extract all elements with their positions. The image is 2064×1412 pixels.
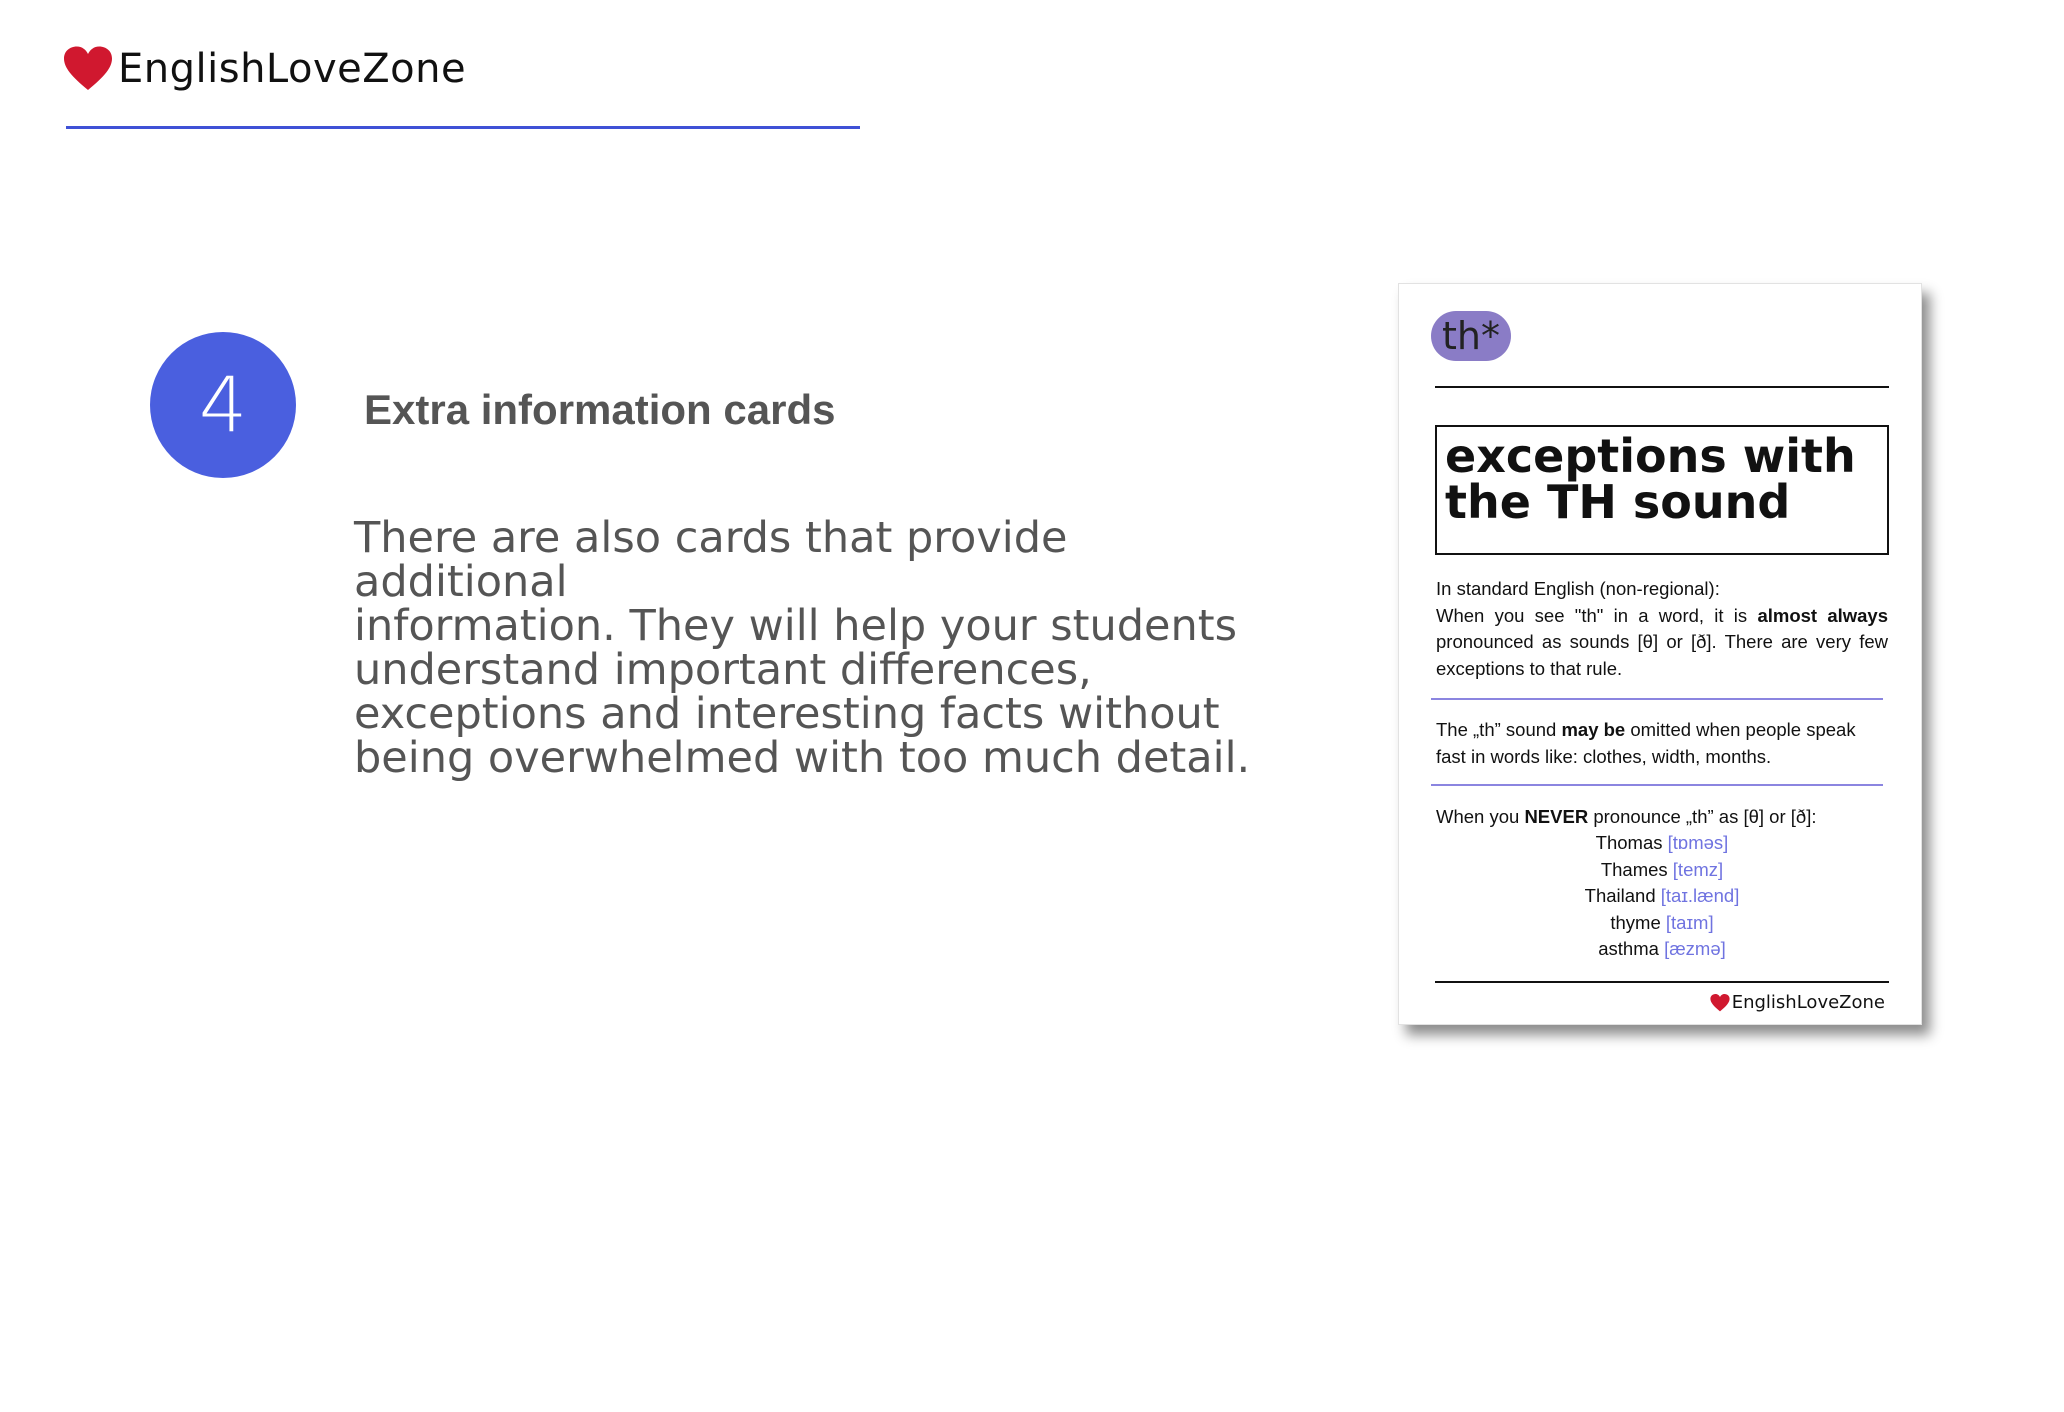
- card-title-box: [1435, 425, 1889, 555]
- heart-icon: [64, 46, 112, 92]
- description-line: There are also cards that provide additional: [354, 513, 1068, 607]
- card-paragraph-rule: [1436, 576, 1888, 682]
- brand-logo: [64, 44, 466, 94]
- brand-name: EnglishLoveZone: [118, 46, 467, 92]
- card-separator: [1431, 784, 1883, 786]
- card-text: pronounced as sounds [θ] or [ð]. There are very few exceptions to that rule.: [1436, 631, 1888, 679]
- card-separator: [1431, 698, 1883, 700]
- ipa-transcription: [æzmə]: [1664, 938, 1726, 959]
- heart-icon: [1710, 994, 1730, 1012]
- card-paragraph-never: [1436, 804, 1888, 831]
- card-text: When you: [1436, 806, 1525, 827]
- example-info-card: [1398, 283, 1922, 1025]
- card-text: pronounce „th” as [θ] or [ð]:: [1588, 806, 1817, 827]
- exception-word: Thomas: [1595, 832, 1663, 853]
- card-text: In standard English (non-regional):: [1436, 578, 1720, 599]
- card-paragraph-omission: [1436, 717, 1888, 770]
- card-text: The „th” sound: [1436, 719, 1562, 740]
- card-brand-name: EnglishLoveZone: [1731, 992, 1885, 1013]
- exception-word: Thames: [1600, 858, 1668, 880]
- ipa-transcription: [tɒməs]: [1667, 832, 1729, 853]
- list-item: [1436, 910, 1888, 937]
- header-divider: [66, 126, 860, 129]
- list-item: [1436, 857, 1888, 884]
- description-line: information. They will help your students: [354, 601, 1238, 651]
- section-description: [354, 513, 1254, 783]
- step-number: 4: [198, 360, 248, 449]
- ipa-transcription: [temz]: [1672, 858, 1724, 880]
- card-divider-bottom: [1435, 981, 1889, 983]
- exception-word-list: [1436, 830, 1888, 963]
- card-text-bold: may be: [1561, 719, 1626, 740]
- list-item: [1436, 883, 1888, 910]
- exception-word: thyme: [1610, 911, 1661, 933]
- ipa-transcription: [taɪm]: [1665, 911, 1714, 933]
- description-line: understand important differences,: [354, 645, 1092, 695]
- card-brand-logo: [1710, 992, 1885, 1013]
- exception-word: asthma: [1598, 938, 1659, 959]
- exception-word: Thailand: [1584, 885, 1656, 906]
- description-line: exceptions and interesting facts without: [354, 689, 1220, 739]
- card-tag: th*: [1431, 311, 1511, 361]
- step-number-badge: [150, 332, 296, 478]
- card-title-line: the TH sound: [1445, 475, 1791, 529]
- card-text: omitted when people speak fast in words like: clothes, width, months.: [1436, 719, 1856, 767]
- card-text-bold: almost always: [1757, 604, 1889, 626]
- ipa-transcription: [taɪ.lænd]: [1660, 885, 1740, 906]
- card-divider-top: [1435, 386, 1889, 388]
- card-text: When you see "th" in a word, it is: [1436, 604, 1758, 626]
- list-item: [1436, 830, 1888, 857]
- description-line: being overwhelmed with too much detail.: [354, 733, 1251, 783]
- card-title-line: exceptions with: [1445, 429, 1856, 483]
- list-item: [1436, 936, 1888, 963]
- section-title: Extra information cards: [364, 386, 836, 433]
- card-text-bold: NEVER: [1524, 806, 1589, 827]
